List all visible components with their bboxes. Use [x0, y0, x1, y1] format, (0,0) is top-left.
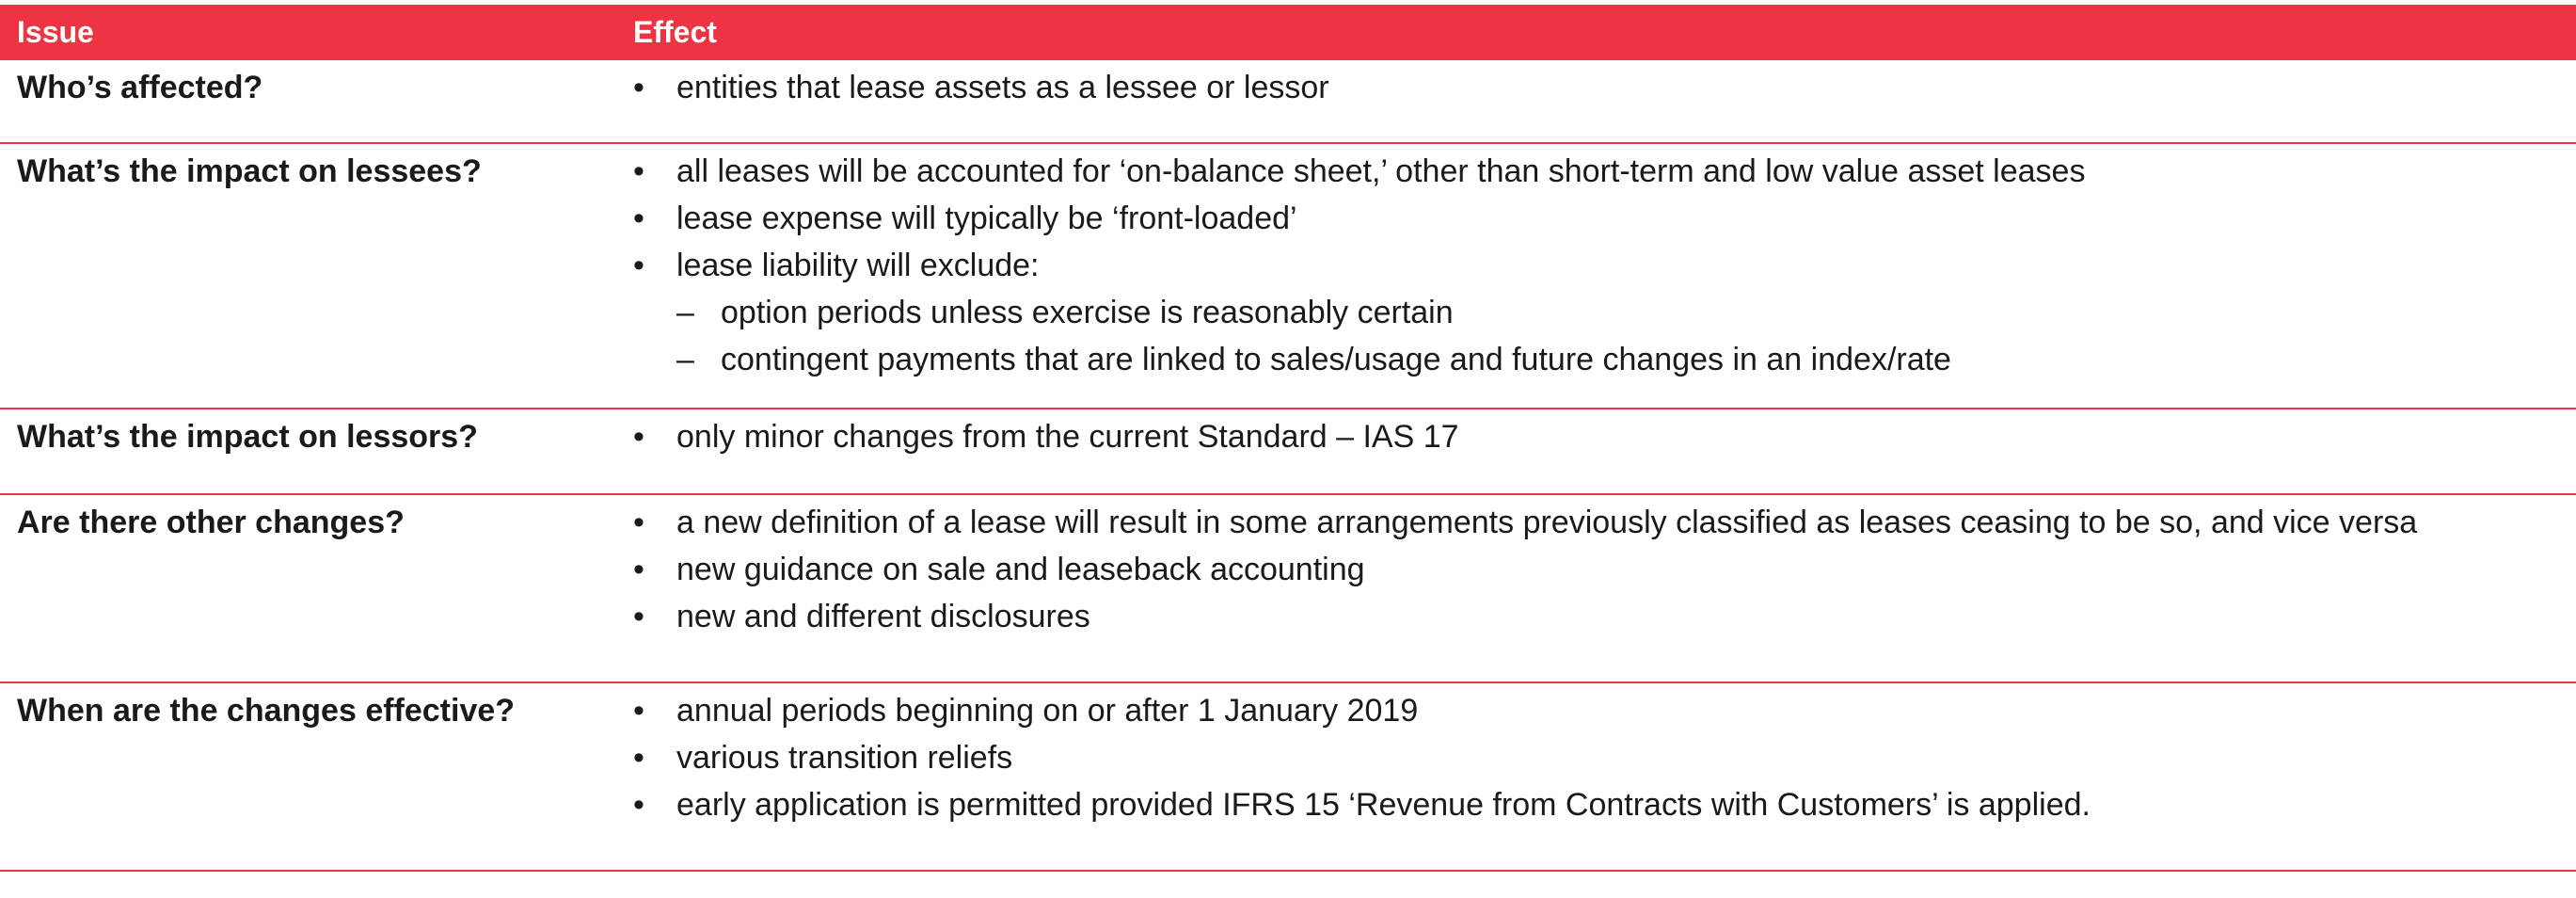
table-row [0, 144, 2576, 409]
list-item: • early application is permitted provided IFRS 15 ‘Revenue from Contracts with Customers’ is applied. [633, 781, 2576, 828]
list-item: • a new definition of a lease will result in some arrangements previously classified as leases ceasing to be so, and vice versa [633, 499, 2576, 546]
header-effect: Effect [633, 15, 717, 49]
issue-cell: Are there other changes? [17, 505, 405, 540]
issue-cell: What’s the impact on lessors? [17, 419, 478, 455]
list-item: • annual periods beginning on or after 1 January 2019 [633, 687, 2576, 734]
effects-list [633, 683, 2576, 828]
bullet-icon: • [633, 599, 644, 634]
sub-effects-list [633, 289, 2576, 383]
table-row [0, 409, 2576, 495]
table-header [0, 5, 2576, 60]
dash-icon: – [676, 342, 694, 377]
bullet-icon: • [633, 693, 644, 729]
list-item: • lease liability will exclude: [633, 242, 2576, 289]
list-item: • various transition reliefs [633, 734, 2576, 781]
header-issue: Issue [17, 15, 94, 49]
effects-list [633, 60, 2576, 111]
list-item: • new and different disclosures [633, 593, 2576, 640]
issue-cell: What’s the impact on lessees? [17, 153, 482, 189]
bullet-icon: • [633, 153, 644, 189]
sub-list-item: – contingent payments that are linked to sales/usage and future changes in an index/rate [633, 336, 2576, 383]
list-item: • only minor changes from the current Standard – IAS 17 [633, 413, 2576, 460]
effects-list [633, 409, 2576, 460]
issue-cell: When are the changes effective? [17, 693, 516, 729]
dash-icon: – [676, 295, 694, 330]
effects-list [633, 144, 2576, 289]
sub-list-item: – option periods unless exercise is reasonably certain [633, 289, 2576, 336]
bullet-icon: • [633, 248, 644, 283]
bullet-icon: • [633, 552, 644, 587]
table-row [0, 495, 2576, 683]
bullet-icon: • [633, 419, 644, 455]
bullet-icon: • [633, 505, 644, 540]
bullet-icon: • [633, 740, 644, 776]
issues-effects-table [0, 5, 2576, 872]
list-item: • new guidance on sale and leaseback accounting [633, 546, 2576, 593]
bullet-icon: • [633, 200, 644, 236]
table-row [0, 683, 2576, 872]
effects-list [633, 495, 2576, 640]
issue-cell: Who’s affected? [17, 70, 263, 105]
list-item: • lease expense will typically be ‘front-loaded’ [633, 195, 2576, 242]
list-item: • all leases will be accounted for ‘on-balance sheet,’ other than short-term and low value asset leases [633, 148, 2576, 195]
bullet-icon: • [633, 70, 644, 105]
list-item: • entities that lease assets as a lessee or lessor [633, 64, 2576, 111]
table-row [0, 60, 2576, 144]
bullet-icon: • [633, 787, 644, 823]
